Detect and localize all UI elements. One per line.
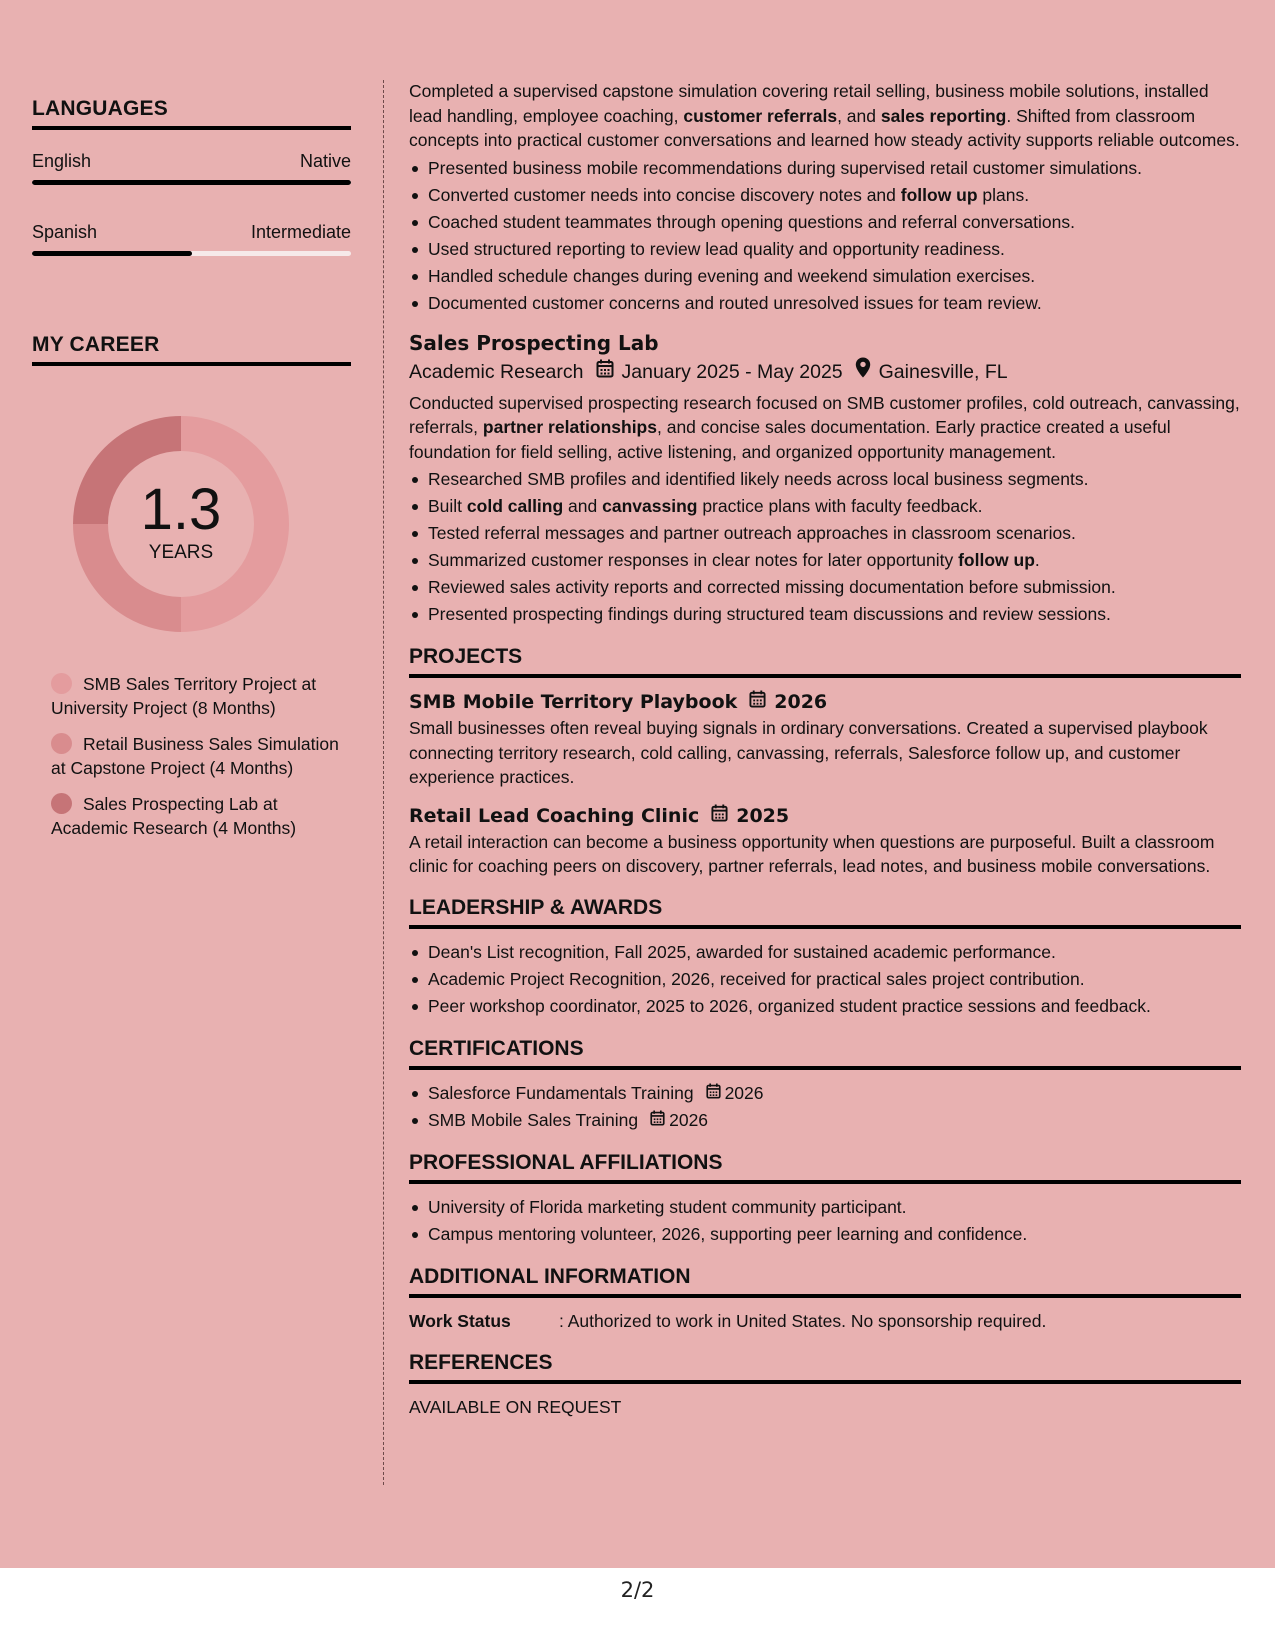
list-item: Summarized customer responses in clear notes for later opportunity follow up. [409,547,1241,574]
calendar-icon [596,357,614,387]
job-bullets [409,466,1241,628]
project-title: Retail Lead Coaching Clinic [409,804,700,827]
list-item: Tested referral messages and partner outreach approaches in classroom scenarios. [409,520,1241,547]
project-year: 2025 [736,804,790,827]
list-item: University of Florida marketing student community participant. [409,1194,1241,1221]
language-bar [32,251,351,256]
list-item: Documented customer concerns and routed unresolved issues for team review. [409,290,1241,317]
certification-year: 2026 [724,1082,764,1103]
language-english [32,150,351,185]
legend-label: Sales Prospecting Lab at Academic Research (4 Months) [51,794,297,838]
list-item: Presented business mobile recommendations during supervised retail customer simulations. [409,155,1241,182]
list-item: Peer workshop coordinator, 2025 to 2026, organized student practice sessions and feedback. [409,993,1241,1020]
certifications-heading: CERTIFICATIONS [409,1036,1241,1070]
legend-dot [51,673,72,694]
page-footer [0,1568,1275,1650]
job-location: Gainesville, FL [878,360,1008,383]
affiliations-list [409,1194,1241,1248]
calendar-icon [706,1080,721,1107]
project-description: A retail interaction can become a business opportunity when questions are purposeful. Built a classroom clinic for coaching peers on discovery, partner referrals, lead notes, and business mobile conversations. [409,831,1215,876]
language-spanish [32,221,351,256]
list-item: Campus mentoring volunteer, 2026, supporting peer learning and confidence. [409,1221,1241,1248]
projects-heading: PROJECTS [409,644,1241,678]
main-column [409,79,1241,1420]
calendar-icon [650,1107,665,1134]
calendar-icon [749,688,766,716]
project-description: Small businesses often reveal buying signals in ordinary conversations. Created a supervised playbook connecting territory research, cold calling, canvassing, referrals, Salesforce follow up, and customer experience practices. [409,718,1208,787]
list-item: Handled schedule changes during evening and weekend simulation exercises. [409,263,1241,290]
leadership-list [409,939,1241,1020]
column-divider [383,80,384,1485]
work-status-row [409,1308,1241,1334]
career-total: 1.3 [140,477,222,542]
intro-paragraph: Completed a supervised capstone simulation covering retail selling, business mobile solutions, installed lead handling, employee coaching, customer referrals, and sales reporting. Shifted from classroom concepts into practical customer conversations and learned how steady activity supports reliable outcomes. [409,81,1240,150]
list-item: Converted customer needs into concise discovery notes and follow up plans. [409,182,1241,209]
career-legend-item [51,732,351,780]
list-item [409,1107,1241,1134]
list-item: Coached student teammates through opening questions and referral conversations. [409,209,1241,236]
list-item: Built cold calling and canvassing practice plans with faculty feedback. [409,493,1241,520]
certification-name: Salesforce Fundamentals Training [428,1082,694,1103]
work-status-value: : Authorized to work in United States. No sponsorship required. [559,1310,1047,1331]
sidebar [32,96,351,852]
list-item: Academic Project Recognition, 2026, received for practical sales project contribution. [409,966,1241,993]
language-bar [32,180,351,185]
language-bar-fill [32,251,192,256]
job-meta [409,357,1241,387]
references-heading: REFERENCES [409,1350,1241,1384]
calendar-icon [711,802,728,830]
project-item [409,802,1241,879]
job-org: Academic Research [409,360,584,383]
language-bar-fill [32,180,351,185]
legend-label: Retail Business Sales Simulation at Capstone Project (4 Months) [51,734,339,778]
list-item: Used structured reporting to review lead quality and opportunity readiness. [409,236,1241,263]
language-level: Intermediate [250,222,351,242]
certification-name: SMB Mobile Sales Training [428,1109,639,1130]
career-donut [65,408,297,640]
project-title: SMB Mobile Territory Playbook [409,691,738,713]
intro-bullets [409,155,1241,317]
career-legend-item [51,672,351,720]
certification-year: 2026 [669,1109,709,1130]
location-pin-icon [855,357,871,387]
language-name: Spanish [32,222,98,242]
certifications-list [409,1080,1241,1134]
legend-dot [51,733,72,754]
page-number: 2/2 [620,1578,655,1602]
job-paragraph: Conducted supervised prospecting research focused on SMB customer profiles, cold outreach, canvassing, referrals, partner relationships, and concise sales documentation. Early practice created a useful foundation for field selling, active listening, and organized opportunity management. [409,392,1240,462]
career-legend [32,672,351,840]
list-item: Researched SMB profiles and identified likely needs across local business segments. [409,466,1241,493]
list-item: Presented prospecting findings during structured team discussions and review sessions. [409,601,1241,628]
references-text: AVAILABLE ON REQUEST [409,1396,622,1417]
list-item: Dean's List recognition, Fall 2025, awarded for sustained academic performance. [409,939,1241,966]
languages-heading: LANGUAGES [32,96,351,130]
career-unit: YEARS [148,542,214,563]
job-dates: January 2025 - May 2025 [621,360,843,383]
legend-label: SMB Sales Territory Project at University Project (8 Months) [51,674,317,718]
career-legend-item [51,792,351,840]
additional-heading: ADDITIONAL INFORMATION [409,1264,1241,1298]
career-heading: MY CAREER [32,332,351,366]
list-item: Reviewed sales activity reports and corrected missing documentation before submission. [409,574,1241,601]
legend-dot [51,793,72,814]
job-title: Sales Prospecting Lab [409,330,659,355]
affiliations-heading: PROFESSIONAL AFFILIATIONS [409,1150,1241,1184]
leadership-heading: LEADERSHIP & AWARDS [409,895,1241,929]
project-year: 2026 [774,691,828,713]
language-level: Native [299,151,351,171]
work-status-label: Work Status [409,1310,511,1331]
language-name: English [32,151,92,171]
list-item [409,1080,1241,1107]
project-item [409,688,1241,790]
